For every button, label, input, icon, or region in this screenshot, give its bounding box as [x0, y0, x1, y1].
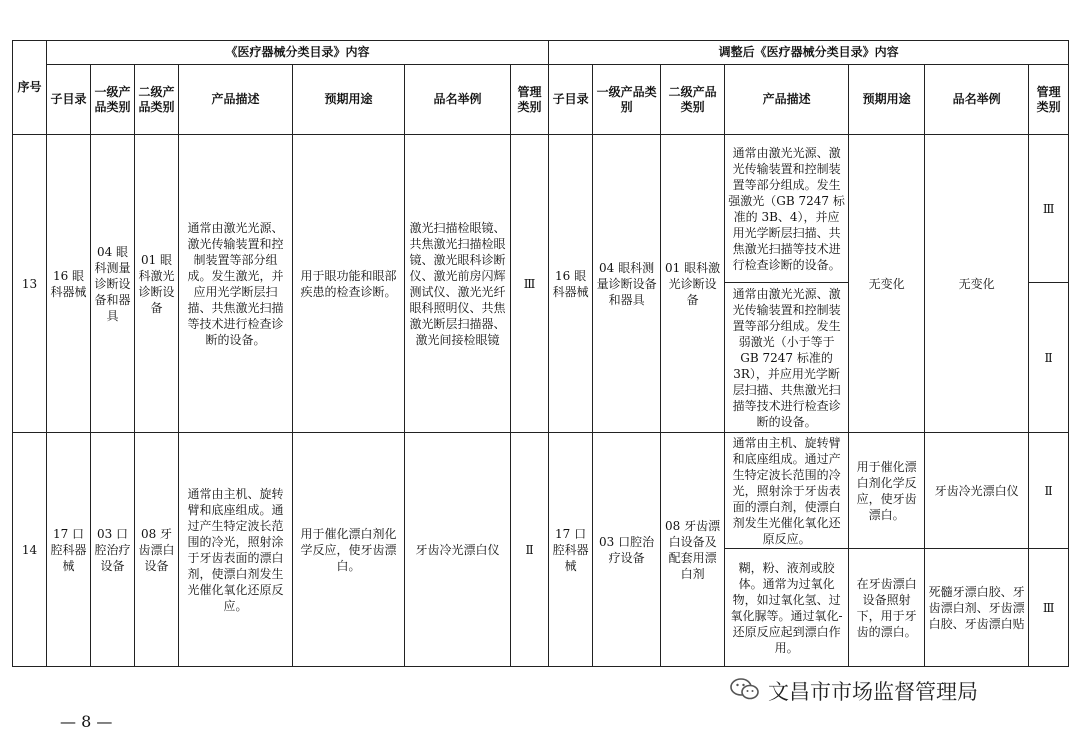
new-level1: 03 口腔治疗设备	[593, 433, 661, 667]
new-use: 用于催化漂白剂化学反应，使牙齿漂白。	[849, 433, 925, 549]
header-new-level1: 一级产品类别	[593, 65, 661, 135]
new-desc: 通常由激光光源、激光传输装置和控制装置等部分组成。发生强激光（GB 7247 标准的 3B、4），并应用光学断层扫描、共焦激光扫描等技术进行检查诊断的设备。	[725, 135, 849, 283]
new-desc: 糊，粉、液剂或胶体。通常为过氧化物，如过氧化氢、过氧化脲等。通过氧化-还原反应起到漂白作用。	[725, 549, 849, 667]
old-level2: 01 眼科激光诊断设备	[135, 135, 179, 433]
new-use: 无变化	[849, 135, 925, 433]
header-old-use: 预期用途	[293, 65, 405, 135]
old-desc: 通常由主机、旋转臂和底座组成。通过产生特定波长范围的冷光，照射涂于牙齿表面的漂白剂，使漂白剂发生光催化氧化还原反应。	[179, 433, 293, 667]
wechat-icon	[730, 677, 760, 706]
header-old-desc: 产品描述	[179, 65, 293, 135]
old-examples: 激光扫描检眼镜、共焦激光扫描检眼镜、激光眼科诊断仪、激光前房闪辉测试仪、激光光纤眼科照明仪、共焦激光断层扫描器、激光间接检眼镜	[405, 135, 511, 433]
new-examples: 牙齿冷光漂白仪	[925, 433, 1029, 549]
new-examples: 死髓牙漂白胶、牙齿漂白剂、牙齿漂白胶、牙齿漂白贴	[925, 549, 1029, 667]
old-sub: 16 眼科器械	[47, 135, 91, 433]
page-number: — 8 —	[60, 712, 113, 731]
new-desc: 通常由主机、旋转臂和底座组成。通过产生特定波长范围的冷光，照射涂于牙齿表面的漂白剂，使漂白剂发生光催化氧化还原反应。	[725, 433, 849, 549]
watermark	[730, 676, 978, 706]
old-level1: 03 口腔治疗设备	[91, 433, 135, 667]
classification-table	[12, 40, 1069, 667]
new-class: Ⅱ	[1029, 283, 1069, 433]
new-sub: 16 眼科器械	[549, 135, 593, 433]
table-row	[13, 433, 1069, 549]
row-seq: 14	[13, 433, 47, 667]
old-level2: 08 牙齿漂白设备	[135, 433, 179, 667]
header-old-examples: 品名举例	[405, 65, 511, 135]
old-use: 用于催化漂白剂化学反应，使牙齿漂白。	[293, 433, 405, 667]
new-desc: 通常由激光光源、激光传输装置和控制装置等部分组成。发生弱激光（小于等于 GB 7247 标准的 3R），并应用光学断层扫描、共焦激光扫描等技术进行检查诊断的设备。	[725, 283, 849, 433]
header-new-level2: 二级产品类别	[661, 65, 725, 135]
header-new-desc: 产品描述	[725, 65, 849, 135]
watermark-text: 文昌市市场监督管理局	[768, 680, 978, 704]
old-desc: 通常由激光光源、激光传输装置和控制装置等部分组成。发生激光，并应用光学断层扫描、共焦激光扫描等技术进行检查诊断的设备。	[179, 135, 293, 433]
old-class: Ⅲ	[511, 135, 549, 433]
new-use: 在牙齿漂白设备照射下，用于牙齿的漂白。	[849, 549, 925, 667]
header-old-class: 管理类别	[511, 65, 549, 135]
header-old-sub: 子目录	[47, 65, 91, 135]
old-level1: 04 眼科测量诊断设备和器具	[91, 135, 135, 433]
new-sub: 17 口腔科器械	[549, 433, 593, 667]
new-level2: 01 眼科激光诊断设备	[661, 135, 725, 433]
new-examples: 无变化	[925, 135, 1029, 433]
new-class: Ⅱ	[1029, 433, 1069, 549]
table-row	[13, 135, 1069, 283]
header-old-group: 《医疗器械分类目录》内容	[47, 41, 549, 65]
header-old-level1: 一级产品类别	[91, 65, 135, 135]
new-class: Ⅲ	[1029, 549, 1069, 667]
header-new-use: 预期用途	[849, 65, 925, 135]
header-old-level2: 二级产品类别	[135, 65, 179, 135]
header-new-group: 调整后《医疗器械分类目录》内容	[549, 41, 1069, 65]
header-new-sub: 子目录	[549, 65, 593, 135]
new-level2: 08 牙齿漂白设备及配套用漂白剂	[661, 433, 725, 667]
new-level1: 04 眼科测量诊断设备和器具	[593, 135, 661, 433]
new-class: Ⅲ	[1029, 135, 1069, 283]
row-seq: 13	[13, 135, 47, 433]
header-new-class: 管理类别	[1029, 65, 1069, 135]
header-seq: 序号	[13, 41, 47, 135]
old-examples: 牙齿冷光漂白仪	[405, 433, 511, 667]
old-sub: 17 口腔科器械	[47, 433, 91, 667]
header-new-examples: 品名举例	[925, 65, 1029, 135]
old-class: Ⅱ	[511, 433, 549, 667]
old-use: 用于眼功能和眼部疾患的检查诊断。	[293, 135, 405, 433]
